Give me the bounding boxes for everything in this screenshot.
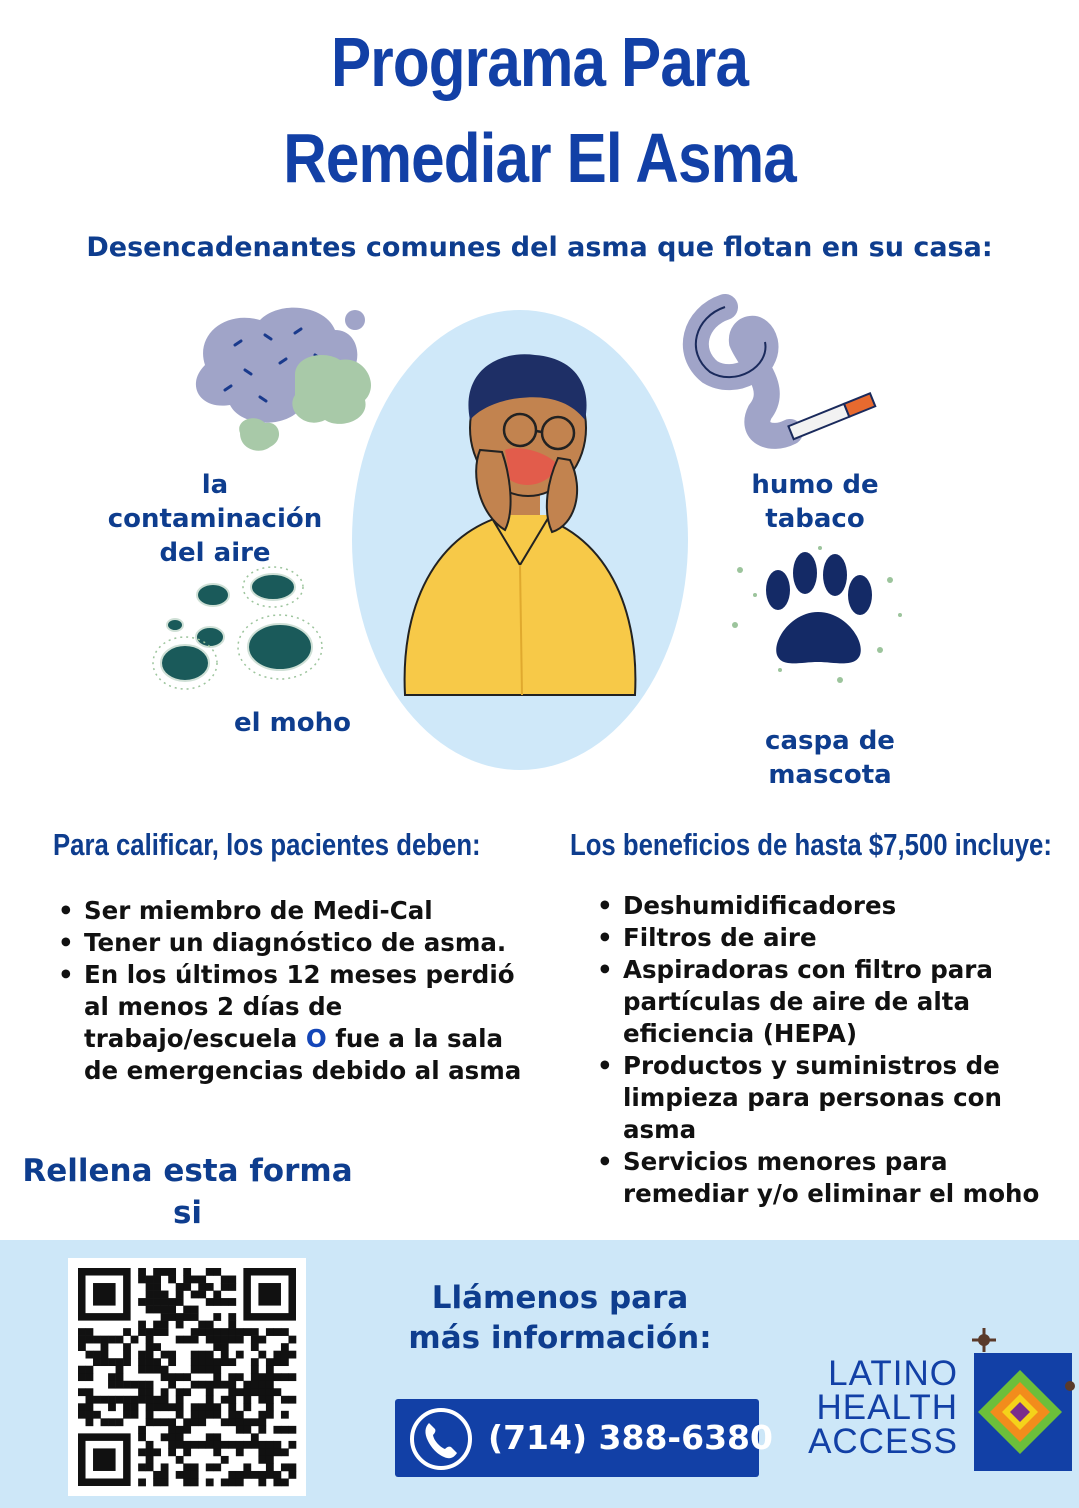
qr-finder-pattern (93, 1448, 116, 1471)
cigarette-smoke-icon (680, 292, 880, 452)
qualify-item-3-or: O (305, 1024, 327, 1053)
logo-line-1: LATINO (828, 1354, 958, 1393)
benefit-item-1: • Deshumidificadores (593, 890, 1043, 922)
form-cta-line-1: Rellena esta forma si (22, 1153, 353, 1231)
call-line-2: más información: (408, 1320, 712, 1356)
air-pollution-line-2: del aire (159, 538, 271, 568)
qualify-item-3 (54, 959, 524, 1087)
qualify-item-1: • Ser miembro de Medi-Cal (54, 895, 524, 927)
label-air-pollution (95, 468, 335, 570)
logo-mark-icon (962, 1328, 1077, 1478)
person-illustration (330, 300, 710, 780)
qualify-heading: Para calificar, los pacientes deben: (53, 827, 481, 862)
call-line-1: Llámenos para (431, 1280, 689, 1316)
benefit-item-4: • Productos y suministros de limpieza para personas con asma (593, 1050, 1043, 1146)
subtitle: Desencadenantes comunes del asma que flotan en su casa: (86, 232, 993, 263)
logo-line-2: HEALTH (816, 1388, 958, 1427)
air-pollution-icon (185, 305, 380, 455)
mold-icon (145, 565, 335, 690)
qualify-item-2: • Tener un diagnóstico de asma. (54, 927, 524, 959)
air-pollution-line-1: la contaminación (107, 470, 323, 534)
qr-finder-pattern (258, 1283, 281, 1306)
label-tobacco: humo de tabaco (751, 470, 879, 534)
qualify-item-3-rest: fue a la sala de emergencias debido al asma (84, 1024, 522, 1085)
benefits-heading: Los beneficios de hasta $7,500 incluye: (570, 827, 1052, 862)
title-line-1: Programa Para (330, 23, 749, 101)
qr-code-image (68, 1258, 306, 1496)
qualify-item-3-text: En los últimos 12 meses perdió al menos 2 días de trabajo/escuela (84, 960, 515, 1053)
label-mold: el moho (234, 708, 351, 738)
paw-print-icon (720, 540, 910, 690)
benefit-item-2: • Filtros de aire (593, 922, 1043, 954)
phone-icon (407, 1405, 475, 1473)
title-line-2: Remediar El Asma (283, 119, 796, 197)
benefit-item-5: • Servicios menores para remediar y/o eliminar el moho (593, 1146, 1043, 1210)
logo-text (800, 1354, 958, 1461)
qr-finder-pattern (93, 1283, 116, 1306)
benefit-item-3: • Aspiradoras con filtro para partículas de aire de alta eficiencia (HEPA) (593, 954, 1043, 1050)
qualify-list (54, 895, 524, 1087)
benefits-list (593, 890, 1043, 1210)
phone-number[interactable]: (714) 388-6380 (488, 1418, 773, 1457)
label-pet-dander: caspa de mascota (765, 726, 895, 790)
logo-line-3: ACCESS (808, 1422, 958, 1461)
call-info (400, 1278, 720, 1358)
qr-code[interactable] (68, 1258, 306, 1496)
